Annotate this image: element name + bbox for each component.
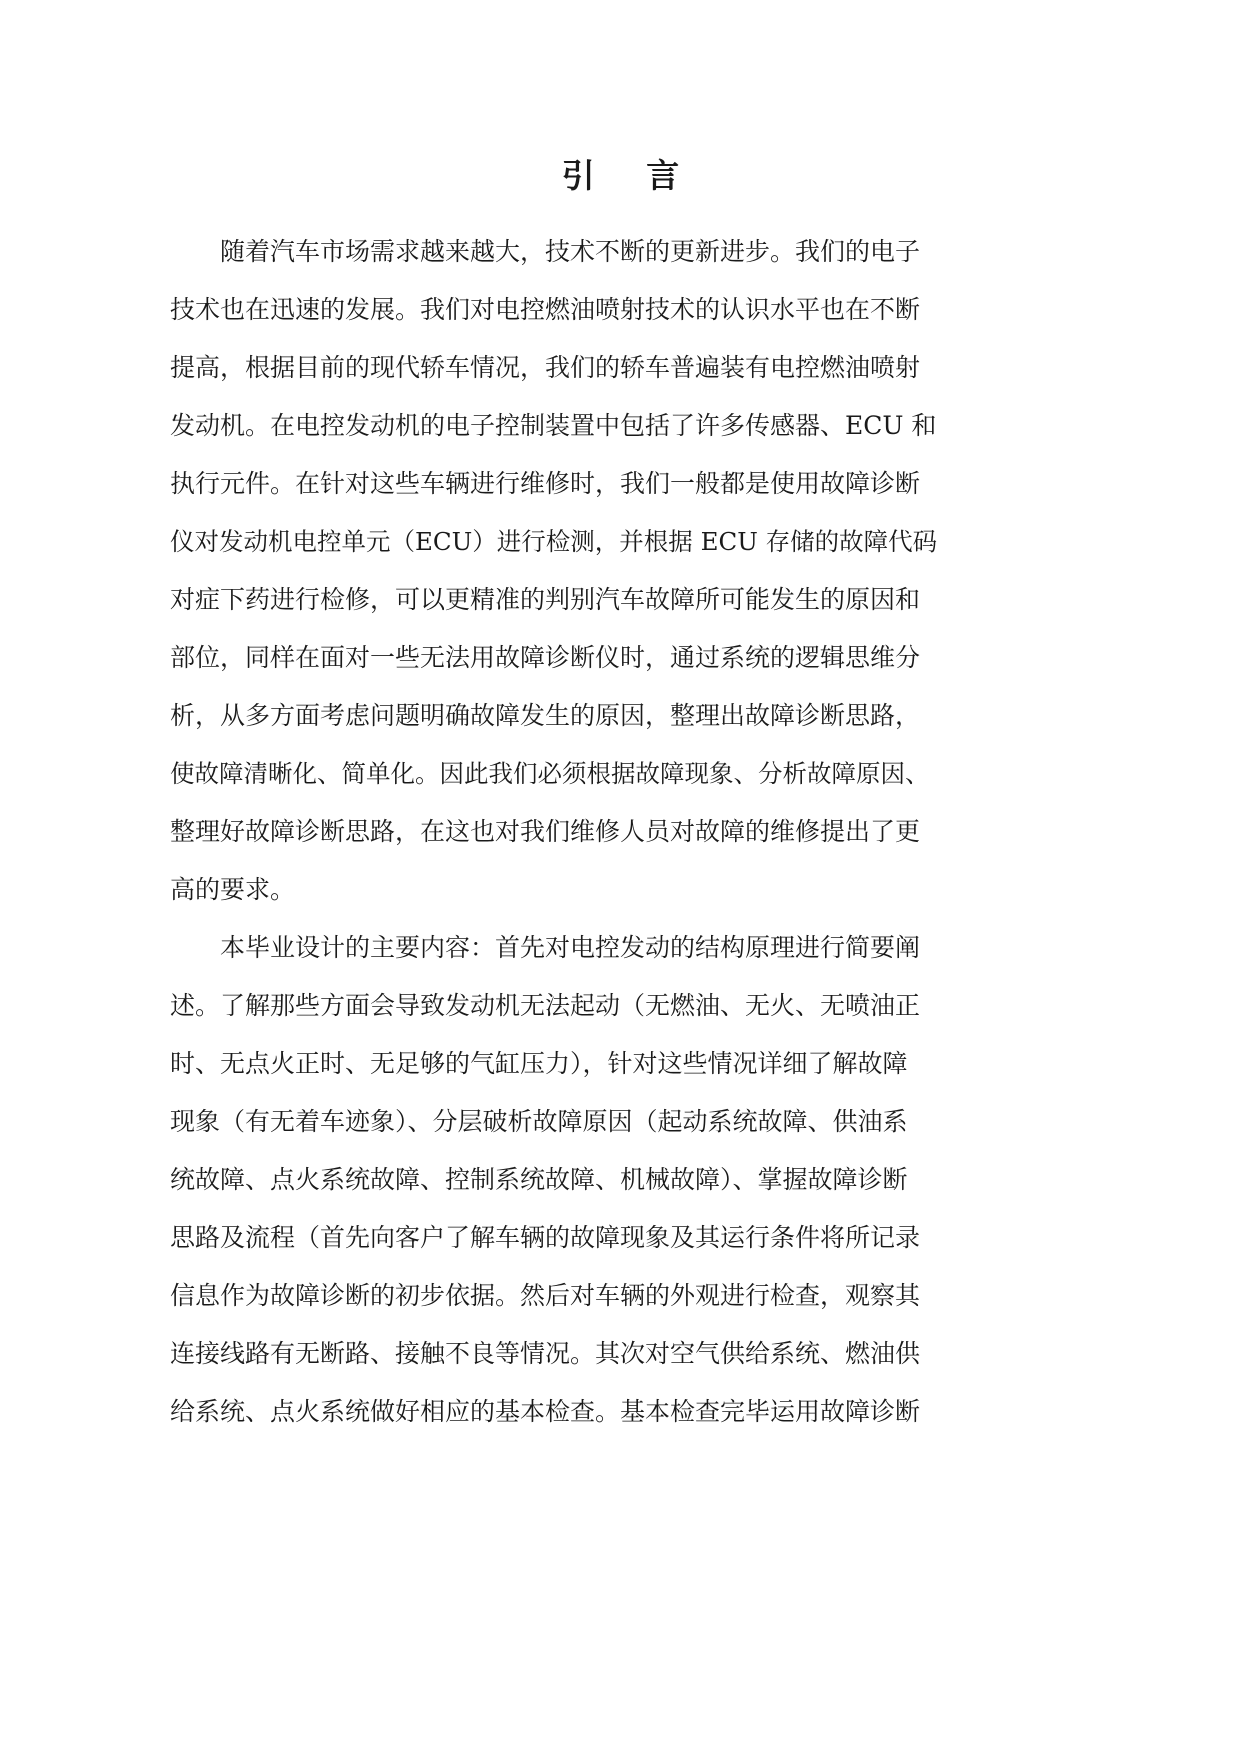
paragraph-line: 高的要求。 <box>170 875 296 904</box>
paragraph-line: 给系统、点火系统做好相应的基本检查。基本检查完毕运用故障诊断 <box>170 1397 921 1426</box>
paragraph-line: 思路及流程（首先向客户了解车辆的故障现象及其运行条件将所记录 <box>170 1223 921 1252</box>
paragraph-line: 连接线路有无断路、接触不良等情况。其次对空气供给系统、燃油供 <box>170 1339 921 1368</box>
paragraph-line: 统故障、点火系统故障、控制系统故障、机械故障）、掌握故障诊断 <box>170 1165 908 1194</box>
paragraph-line: 本毕业设计的主要内容：首先对电控发动的结构原理进行简要阐 <box>220 933 921 962</box>
paragraph-line: 信息作为故障诊断的初步依据。然后对车辆的外观进行检查，观察其 <box>170 1281 921 1310</box>
paragraph-line: 析，从多方面考虑问题明确故障发生的原因，整理出故障诊断思路， <box>170 701 921 730</box>
paragraph-line: 部位，同样在面对一些无法用故障诊断仪时，通过系统的逻辑思维分 <box>170 643 921 672</box>
paragraph-line: 现象（有无着车迹象）、分层破析故障原因（起动系统故障、供油系 <box>170 1107 908 1136</box>
paragraph-line: 仪对发动机电控单元（ECU）进行检测，并根据 ECU 存储的故障代码 <box>170 527 938 556</box>
paragraph-line: 提高，根据目前的现代轿车情况，我们的轿车普遍装有电控燃油喷射 <box>170 353 921 382</box>
paragraph-line: 整理好故障诊断思路，在这也对我们维修人员对故障的维修提出了更 <box>170 817 921 846</box>
paragraph-line: 发动机。在电控发动机的电子控制装置中包括了许多传感器、ECU 和 <box>170 411 937 440</box>
paragraph-line: 随着汽车市场需求越来越大，技术不断的更新进步。我们的电子 <box>220 237 921 266</box>
page-title: 引 言 <box>561 156 700 195</box>
paragraph-line: 使故障清晰化、简单化。因此我们必须根据故障现象、分析故障原因、 <box>170 759 930 788</box>
paragraph-line: 时、无点火正时、无足够的气缸压力），针对这些情况详细了解故障 <box>170 1049 908 1078</box>
paragraph-line: 技术也在迅速的发展。我们对电控燃油喷射技术的认识水平也在不断 <box>170 295 921 324</box>
paragraph-line: 述。了解那些方面会导致发动机无法起动（无燃油、无火、无喷油正 <box>170 991 921 1020</box>
paragraph-line: 执行元件。在针对这些车辆进行维修时，我们一般都是使用故障诊断 <box>170 469 921 498</box>
paragraph-line: 对症下药进行检修，可以更精准的判别汽车故障所可能发生的原因和 <box>170 585 921 614</box>
